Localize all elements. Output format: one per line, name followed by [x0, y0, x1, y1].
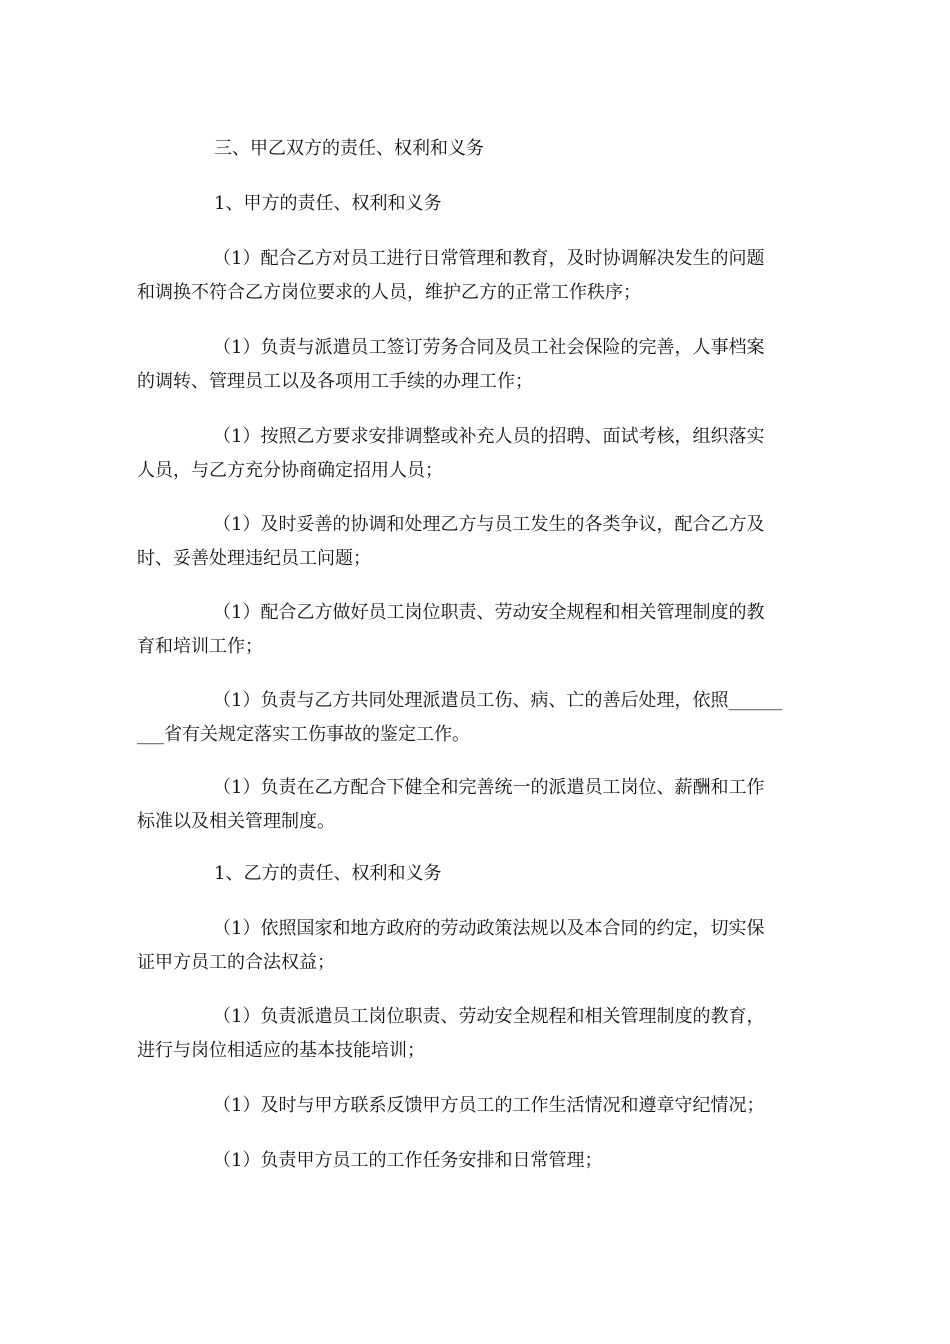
party-a-item-5: [137, 596, 802, 664]
party-b-item-1: [137, 912, 802, 980]
party-a-item-6: [137, 684, 802, 752]
party-a-item-5-line1: （1）配合乙方做好员工岗位职责、劳动安全规程和相关管理制度的教: [213, 602, 765, 623]
party-b-item-1-line1: （1）依照国家和地方政府的劳动政策法规以及本合同的约定，切实保: [213, 918, 765, 939]
party-b-item-4: [137, 1144, 802, 1178]
party-a-item-1: [137, 242, 802, 310]
party-a-item-2-line2: 的调转、管理员工以及各项用工手续的办理工作；: [137, 371, 533, 392]
party-a-item-3: [137, 420, 802, 488]
party-b-item-2-line1: （1）负责派遣员工岗位职责、劳动安全规程和相关管理制度的教育，: [213, 1006, 765, 1027]
party-b-item-3: [137, 1089, 802, 1123]
party-a-item-4: [137, 508, 802, 576]
party-b-item-4-line1: （1）负责甲方员工的工作任务安排和日常管理；: [213, 1150, 603, 1171]
party-a-item-5-line2: 育和培训工作；: [137, 636, 263, 657]
party-b-item-2: [137, 1000, 802, 1068]
party-a-item-6-line2: ___省有关规定落实工伤事故的鉴定工作。: [137, 724, 470, 745]
party-a-item-1-line2: 和调换不符合乙方岗位要求的人员，维护乙方的正常工作秩序；: [137, 282, 641, 303]
section-title: 三、甲乙双方的责任、权利和义务: [214, 138, 484, 159]
party-b-item-2-line2: 进行与岗位相适应的基本技能培训；: [137, 1040, 425, 1061]
party-a-heading: 1、甲方的责任、权利和义务: [214, 193, 442, 214]
party-a-item-2-line1: （1）负责与派遣员工签订劳务合同及员工社会保险的完善，人事档案: [213, 337, 765, 358]
party-a-item-1-line1: （1）配合乙方对员工进行日常管理和教育，及时协调解决发生的问题: [213, 248, 765, 269]
party-a-item-4-line2: 时、妥善处理违纪员工问题；: [137, 548, 371, 569]
party-b-heading: 1、乙方的责任、权利和义务: [214, 863, 442, 884]
party-a-item-3-line1: （1）按照乙方要求安排调整或补充人员的招聘、面试考核，组织落实: [213, 426, 765, 447]
party-b-item-3-line1: （1）及时与甲方联系反馈甲方员工的工作生活情况和遵章守纪情况；: [213, 1095, 765, 1116]
party-a-item-3-line2: 人员，与乙方充分协商确定招用人员；: [137, 460, 443, 481]
party-a-item-2: [137, 331, 802, 399]
party-a-item-7-line1: （1）负责在乙方配合下健全和完善统一的派遣员工岗位、薪酬和工作: [213, 777, 765, 798]
party-a-item-4-line1: （1）及时妥善的协调和处理乙方与员工发生的各类争议，配合乙方及: [213, 514, 765, 535]
party-a-item-6-line1: （1）负责与乙方共同处理派遣员工伤、病、亡的善后处理，依照______: [213, 690, 783, 711]
party-b-item-1-line2: 证甲方员工的合法权益；: [137, 952, 335, 973]
party-a-item-7-line2: 标准以及相关管理制度。: [137, 811, 335, 832]
party-a-item-7: [137, 771, 802, 839]
